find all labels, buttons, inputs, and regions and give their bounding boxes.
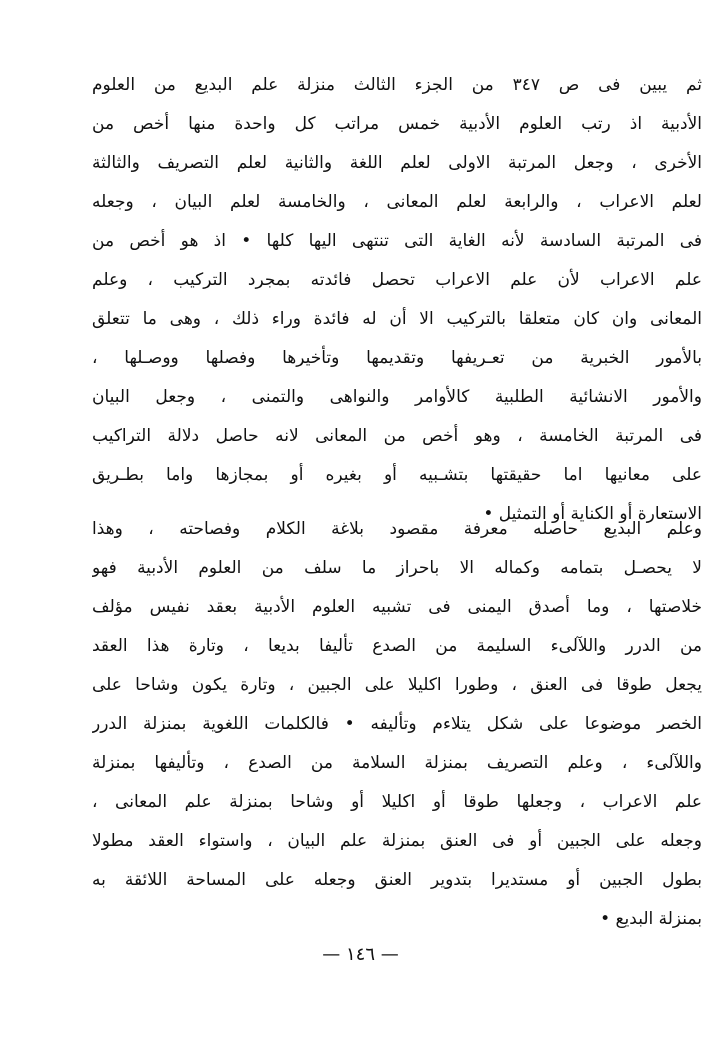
text-line: علم الاعراب لأن علم الاعراب تحصل فائدته بمجرد التركيب ، وعلم <box>92 270 702 290</box>
text-line: بطول الجبين أو مستديرا بتدوير العنق وجعله على المساحة اللائقة به <box>92 870 702 890</box>
text-line: لا يحصـل بتمامه وكماله الا باحراز ما سلف من العلوم الأدبية فهو <box>92 558 702 578</box>
text-line: من الدرر واللآلىء السليمة من الصدع تأليفا بديعا ، وتارة هذا العقد <box>92 636 702 656</box>
text-line: فى المرتبة السادسة لأنه الغاية التى تنتهى اليها كلها • اذ هو أخص من <box>92 231 702 251</box>
text-line: بمنزلة البديع • <box>600 909 702 929</box>
text-line: واللآلىء ، وعلم التصريف بمنزلة السلامة من الصدع ، وتأليفها بمنزلة <box>92 753 702 773</box>
text-line: الأخرى ، وجعل المرتبة الاولى لعلم اللغة والثانية لعلم التصريف والثالثة <box>92 153 702 173</box>
text-line: الأدبية اذ رتب العلوم الأدبية خمس مراتب كل واحدة منها أخص من <box>92 114 702 134</box>
text-line: على معانيها اما حقيقتها بتشـبيه أو بغيره أو بمجازها واما بطـريق <box>92 465 702 485</box>
text-line: المعانى وان كان متعلقا بالتركيب الا أن له فائدة وراء ذلك ، وهى ما تتعلق <box>92 309 702 329</box>
text-line: فى المرتبة الخامسة ، وهو أخص من المعانى لانه حاصل دلالة التراكيب <box>92 426 702 446</box>
text-line: يجعل طوقا فى العنق ، وطورا اكليلا على الجبين ، وتارة يكون وشاحا على <box>92 675 702 695</box>
text-line: ثم يبين فى ص ٣٤٧ من الجزء الثالث منزلة علم البديع من العلوم <box>92 75 702 95</box>
text-line: الخصر موضوعا على شكل يتلاءم وتأليفه • فالكلمات اللغوية بمنزلة الدرر <box>92 714 702 734</box>
text-line: علم الاعراب ، وجعلها طوقا أو اكليلا أو وشاحا بمنزلة علم المعانى ، <box>92 792 702 812</box>
text-line: لعلم الاعراب ، والرابعة لعلم المعانى ، والخامسة لعلم البيان ، وجعله <box>92 192 702 212</box>
paragraph-2 <box>92 510 702 939</box>
text-line: وعلم البديع حاصله معرفة مقصود بلاغة الكلام وفصاحته ، وهذا <box>92 519 702 539</box>
page-number: — ١٤٦ — <box>322 944 399 965</box>
text-line: بالأمور الخبرية من تعـريفها وتقديمها وتأخيرها وفصلها ووصـلها ، <box>92 348 702 368</box>
text-line: وجعله على الجبين أو فى العنق بمنزلة علم البيان ، واستواء العقد مطولا <box>92 831 702 851</box>
text-line: خلاصتها ، وما أصدق اليمنى فى تشبيه العلوم الأدبية بعقد نفيس مؤلف <box>92 597 702 617</box>
text-line: الاستعارة أو الكناية أو التمثيل • <box>483 504 702 524</box>
text-line: والأمور الانشائية الطلبية كالأوامر والنواهى والتمنى ، وجعل البيان <box>92 387 702 407</box>
paragraph-1 <box>92 66 702 534</box>
